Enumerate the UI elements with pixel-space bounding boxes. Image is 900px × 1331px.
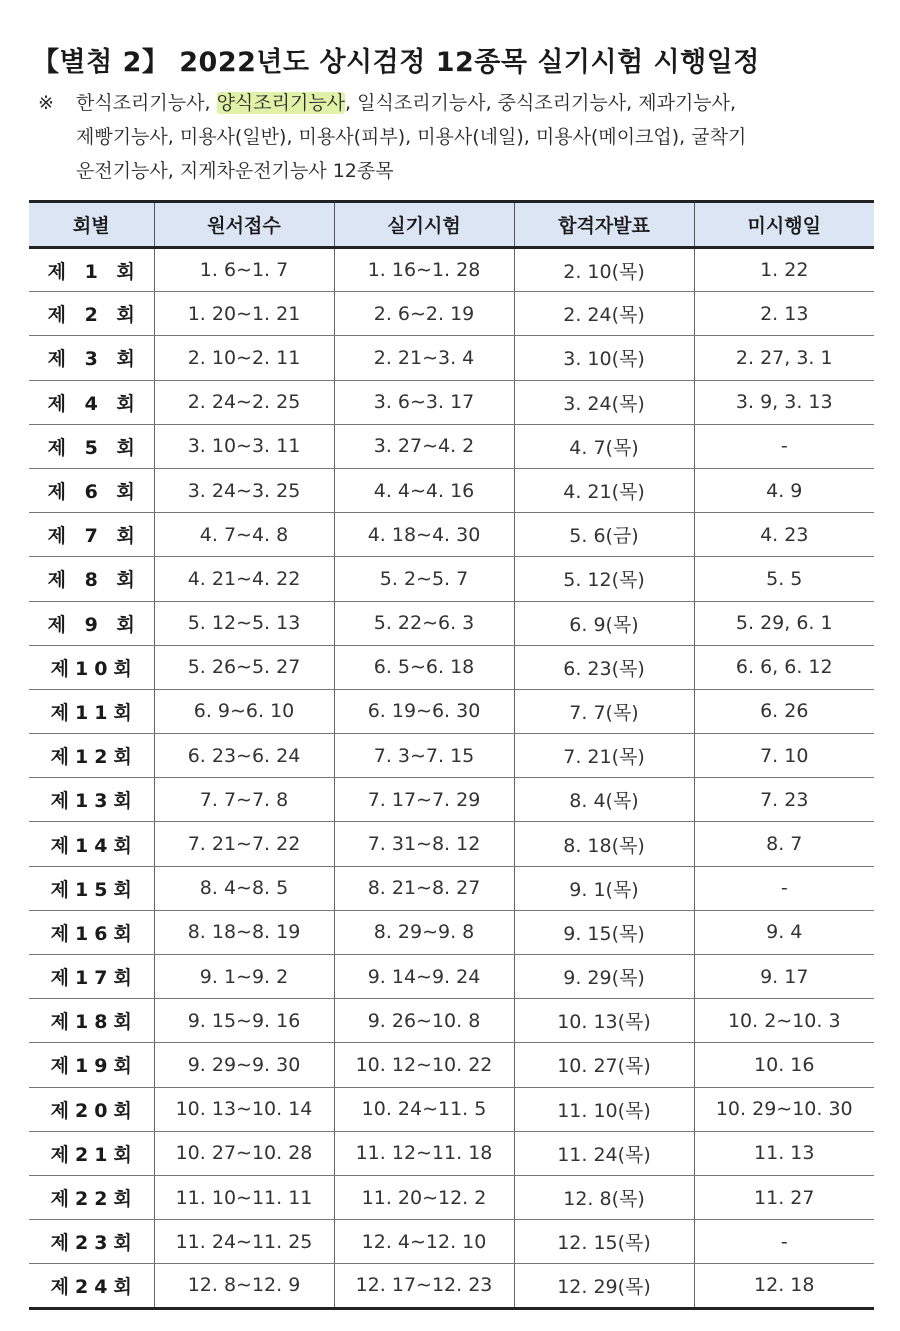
- application-period-cell: 8. 4∼8. 5: [154, 866, 334, 910]
- non-exam-day-cell: 5. 29, 6. 1: [694, 601, 874, 645]
- table-row: [29, 999, 874, 1043]
- table-row: [29, 866, 874, 910]
- application-period-cell: 10. 13∼10. 14: [154, 1087, 334, 1131]
- application-period-cell: 2. 24∼2. 25: [154, 380, 334, 424]
- application-period-cell: 9. 15∼9. 16: [154, 999, 334, 1043]
- exam-period-cell: 12. 17∼12. 23: [334, 1264, 514, 1308]
- application-period-cell: 1. 6∼1. 7: [154, 248, 334, 292]
- non-exam-day-cell: 3. 9, 3. 13: [694, 380, 874, 424]
- note-lines: [76, 86, 888, 188]
- exam-period-cell: 2. 6∼2. 19: [334, 292, 514, 336]
- exam-period-cell: 5. 22∼6. 3: [334, 601, 514, 645]
- exam-period-cell: 4. 4∼4. 16: [334, 468, 514, 512]
- round-cell: 제16회: [29, 910, 154, 954]
- round-cell: 제17회: [29, 955, 154, 999]
- table-row: [29, 513, 874, 557]
- header-application: 원서접수: [154, 202, 334, 248]
- application-period-cell: 7. 7∼7. 8: [154, 778, 334, 822]
- exam-period-cell: 9. 26∼10. 8: [334, 999, 514, 1043]
- announcement-date-cell: 12. 8(목): [514, 1175, 694, 1219]
- announcement-date-cell: 9. 29(목): [514, 955, 694, 999]
- non-exam-day-cell: -: [694, 866, 874, 910]
- table-row: [29, 1220, 874, 1264]
- round-cell: 제21회: [29, 1131, 154, 1175]
- round-cell: 제10회: [29, 645, 154, 689]
- announcement-date-cell: 11. 24(목): [514, 1131, 694, 1175]
- application-period-cell: 6. 23∼6. 24: [154, 734, 334, 778]
- table-row: [29, 380, 874, 424]
- table-row: [29, 778, 874, 822]
- application-period-cell: 11. 10∼11. 11: [154, 1175, 334, 1219]
- round-cell: 제 1 회: [29, 248, 154, 292]
- table-row: [29, 645, 874, 689]
- non-exam-day-cell: 11. 13: [694, 1131, 874, 1175]
- non-exam-day-cell: -: [694, 424, 874, 468]
- round-cell: 제24회: [29, 1264, 154, 1308]
- non-exam-day-cell: 7. 10: [694, 734, 874, 778]
- announcement-date-cell: 7. 21(목): [514, 734, 694, 778]
- round-cell: 제18회: [29, 999, 154, 1043]
- round-cell: 제19회: [29, 1043, 154, 1087]
- application-period-cell: 11. 24∼11. 25: [154, 1220, 334, 1264]
- schedule-table-header: [29, 202, 874, 248]
- exam-period-cell: 3. 6∼3. 17: [334, 380, 514, 424]
- round-cell: 제 2 회: [29, 292, 154, 336]
- round-cell: 제13회: [29, 778, 154, 822]
- round-cell: 제22회: [29, 1175, 154, 1219]
- header-non-exam-days: 미시행일: [694, 202, 874, 248]
- round-cell: 제 8 회: [29, 557, 154, 601]
- announcement-date-cell: 4. 7(목): [514, 424, 694, 468]
- exam-period-cell: 10. 12∼10. 22: [334, 1043, 514, 1087]
- exam-period-cell: 5. 2∼5. 7: [334, 557, 514, 601]
- exam-period-cell: 1. 16∼1. 28: [334, 248, 514, 292]
- announcement-date-cell: 5. 6(금): [514, 513, 694, 557]
- round-cell: 제 3 회: [29, 336, 154, 380]
- exam-period-cell: 7. 17∼7. 29: [334, 778, 514, 822]
- table-row: [29, 601, 874, 645]
- exam-period-cell: 11. 20∼12. 2: [334, 1175, 514, 1219]
- non-exam-day-cell: 5. 5: [694, 557, 874, 601]
- round-cell: 제 5 회: [29, 424, 154, 468]
- application-period-cell: 6. 9∼6. 10: [154, 689, 334, 733]
- application-period-cell: 9. 29∼9. 30: [154, 1043, 334, 1087]
- non-exam-day-cell: 4. 9: [694, 468, 874, 512]
- announcement-date-cell: 3. 24(목): [514, 380, 694, 424]
- exam-period-cell: 7. 3∼7. 15: [334, 734, 514, 778]
- exam-period-cell: 2. 21∼3. 4: [334, 336, 514, 380]
- non-exam-day-cell: 12. 18: [694, 1264, 874, 1308]
- exam-period-cell: 12. 4∼12. 10: [334, 1220, 514, 1264]
- header-row: [29, 202, 874, 248]
- note-line-1-after: , 일식조리기능사, 중식조리기능사, 제과기능사,: [345, 92, 737, 114]
- table-row: [29, 424, 874, 468]
- table-row: [29, 468, 874, 512]
- non-exam-day-cell: -: [694, 1220, 874, 1264]
- round-cell: 제20회: [29, 1087, 154, 1131]
- round-cell: 제 7 회: [29, 513, 154, 557]
- table-row: [29, 822, 874, 866]
- non-exam-day-cell: 10. 2∼10. 3: [694, 999, 874, 1043]
- non-exam-day-cell: 9. 17: [694, 955, 874, 999]
- exam-period-cell: 8. 29∼9. 8: [334, 910, 514, 954]
- note-mark: ※: [38, 92, 54, 114]
- announcement-date-cell: 2. 10(목): [514, 248, 694, 292]
- application-period-cell: 8. 18∼8. 19: [154, 910, 334, 954]
- exam-period-cell: 9. 14∼9. 24: [334, 955, 514, 999]
- header-practical-exam: 실기시험: [334, 202, 514, 248]
- announcement-date-cell: 2. 24(목): [514, 292, 694, 336]
- round-cell: 제14회: [29, 822, 154, 866]
- announcement-date-cell: 5. 12(목): [514, 557, 694, 601]
- announcement-date-cell: 3. 10(목): [514, 336, 694, 380]
- non-exam-day-cell: 10. 29∼10. 30: [694, 1087, 874, 1131]
- non-exam-day-cell: 8. 7: [694, 822, 874, 866]
- announcement-date-cell: 7. 7(목): [514, 689, 694, 733]
- header-result-announcement: 합격자발표: [514, 202, 694, 248]
- note-line-1-before: 한식조리기능사,: [76, 92, 217, 114]
- application-period-cell: 3. 10∼3. 11: [154, 424, 334, 468]
- application-period-cell: 1. 20∼1. 21: [154, 292, 334, 336]
- table-row: [29, 955, 874, 999]
- application-period-cell: 7. 21∼7. 22: [154, 822, 334, 866]
- table-row: [29, 1131, 874, 1175]
- table-row: [29, 1264, 874, 1308]
- note-line-2: 제빵기능사, 미용사(일반), 미용사(피부), 미용사(네일), 미용사(메이크업), 굴착기: [76, 126, 747, 148]
- header-round: 회별: [29, 202, 154, 248]
- table-row: [29, 689, 874, 733]
- announcement-date-cell: 4. 21(목): [514, 468, 694, 512]
- announcement-date-cell: 9. 1(목): [514, 866, 694, 910]
- schedule-table-body: [29, 248, 874, 1309]
- non-exam-day-cell: 11. 27: [694, 1175, 874, 1219]
- round-cell: 제11회: [29, 689, 154, 733]
- round-cell: 제 6 회: [29, 468, 154, 512]
- exam-period-cell: 11. 12∼11. 18: [334, 1131, 514, 1175]
- application-period-cell: 5. 12∼5. 13: [154, 601, 334, 645]
- announcement-date-cell: 12. 15(목): [514, 1220, 694, 1264]
- round-cell: 제15회: [29, 866, 154, 910]
- non-exam-day-cell: 7. 23: [694, 778, 874, 822]
- non-exam-day-cell: 6. 26: [694, 689, 874, 733]
- announcement-date-cell: 10. 13(목): [514, 999, 694, 1043]
- exam-period-cell: 8. 21∼8. 27: [334, 866, 514, 910]
- document-title: 【별첨 2】 2022년도 상시검정 12종목 실기시험 시행일정: [32, 47, 760, 78]
- table-row: [29, 910, 874, 954]
- table-row: [29, 557, 874, 601]
- note-line-3: 운전기능사, 지게차운전기능사 12종목: [76, 160, 394, 182]
- table-row: [29, 1043, 874, 1087]
- table-row: [29, 292, 874, 336]
- non-exam-day-cell: 4. 23: [694, 513, 874, 557]
- exam-period-cell: 6. 5∼6. 18: [334, 645, 514, 689]
- exam-period-cell: 4. 18∼4. 30: [334, 513, 514, 557]
- non-exam-day-cell: 1. 22: [694, 248, 874, 292]
- application-period-cell: 3. 24∼3. 25: [154, 468, 334, 512]
- non-exam-day-cell: 2. 27, 3. 1: [694, 336, 874, 380]
- announcement-date-cell: 8. 18(목): [514, 822, 694, 866]
- non-exam-day-cell: 9. 4: [694, 910, 874, 954]
- announcement-date-cell: 9. 15(목): [514, 910, 694, 954]
- application-period-cell: 9. 1∼9. 2: [154, 955, 334, 999]
- exam-period-cell: 7. 31∼8. 12: [334, 822, 514, 866]
- announcement-date-cell: 12. 29(목): [514, 1264, 694, 1308]
- application-period-cell: 12. 8∼12. 9: [154, 1264, 334, 1308]
- round-cell: 제12회: [29, 734, 154, 778]
- announcement-date-cell: 6. 9(목): [514, 601, 694, 645]
- announcement-date-cell: 11. 10(목): [514, 1087, 694, 1131]
- non-exam-day-cell: 10. 16: [694, 1043, 874, 1087]
- table-row: [29, 336, 874, 380]
- announcement-date-cell: 6. 23(목): [514, 645, 694, 689]
- table-row: [29, 734, 874, 778]
- application-period-cell: 4. 21∼4. 22: [154, 557, 334, 601]
- round-cell: 제 9 회: [29, 601, 154, 645]
- exam-period-cell: 3. 27∼4. 2: [334, 424, 514, 468]
- application-period-cell: 10. 27∼10. 28: [154, 1131, 334, 1175]
- table-row: [29, 1175, 874, 1219]
- note-highlighted-item: 양식조리기능사: [216, 92, 346, 114]
- announcement-date-cell: 8. 4(목): [514, 778, 694, 822]
- non-exam-day-cell: 6. 6, 6. 12: [694, 645, 874, 689]
- schedule-table: [29, 200, 874, 1310]
- announcement-date-cell: 10. 27(목): [514, 1043, 694, 1087]
- exam-period-cell: 6. 19∼6. 30: [334, 689, 514, 733]
- table-row: [29, 1087, 874, 1131]
- application-period-cell: 4. 7∼4. 8: [154, 513, 334, 557]
- application-period-cell: 2. 10∼2. 11: [154, 336, 334, 380]
- round-cell: 제 4 회: [29, 380, 154, 424]
- application-period-cell: 5. 26∼5. 27: [154, 645, 334, 689]
- exam-period-cell: 10. 24∼11. 5: [334, 1087, 514, 1131]
- note-line-1: [76, 86, 888, 120]
- round-cell: 제23회: [29, 1220, 154, 1264]
- table-row: [29, 248, 874, 292]
- non-exam-day-cell: 2. 13: [694, 292, 874, 336]
